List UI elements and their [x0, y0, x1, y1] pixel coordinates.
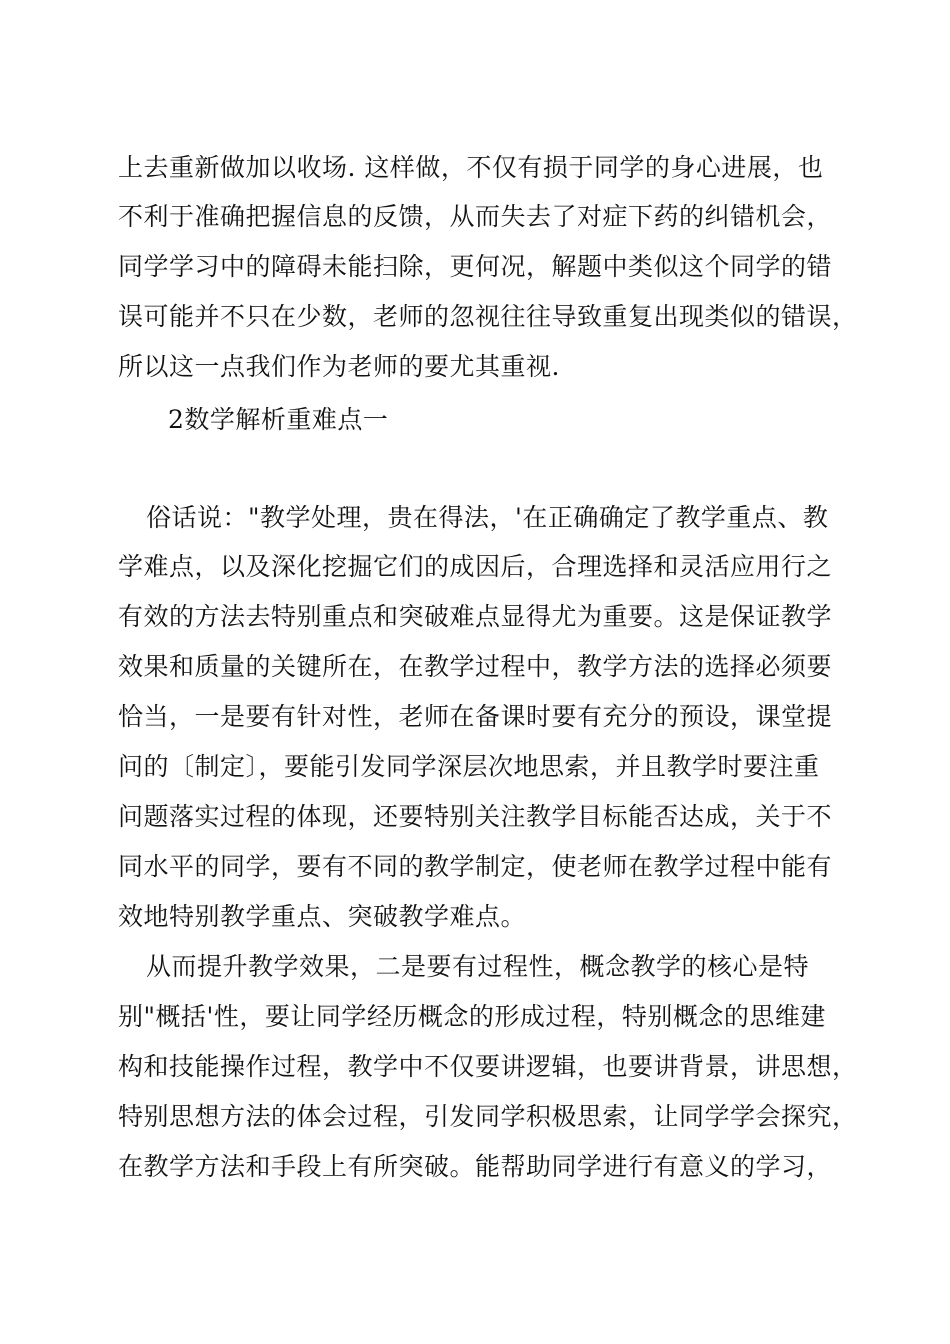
- text-line: 别"概括'性，要让同学经历概念的形成过程，特别概念的思维建: [118, 1002, 826, 1031]
- text-line: 上去重新做加以收场. 这样做，不仅有损于同学的身心进展，也: [118, 153, 824, 182]
- text-line: 效地特别教学重点、突破教学难点。: [118, 902, 527, 931]
- section-heading: 2数学解析重难点一: [168, 405, 389, 434]
- text-line: 俗话说："教学处理，贵在得法，'在正确确定了教学重点、教: [146, 503, 829, 532]
- text-line: 构和技能操作过程，教学中不仅要讲逻辑，也要讲背景，讲思想，: [118, 1052, 858, 1081]
- text-line: 所以这一点我们作为老师的要尤其重视.: [118, 352, 560, 381]
- text-line: 效果和质量的关键所在，在教学过程中，教学方法的选择必须要: [118, 652, 833, 681]
- text-line: 问的〔制定〕，要能引发同学深层次地思索，并且教学时要注重: [118, 752, 820, 781]
- text-line: 从而提升教学效果，二是要有过程性，概念教学的核心是特: [146, 952, 810, 981]
- text-line: 误可能并不只在少数，老师的忽视往往导致重复出现类似的错误，: [118, 302, 858, 331]
- text-line: 在教学方法和手段上有所突破。能帮助同学进行有意义的学习，: [118, 1152, 833, 1181]
- text-line: 有效的方法去特别重点和突破难点显得尤为重要。这是保证教学: [118, 602, 833, 631]
- text-line: 不利于准确把握信息的反馈，从而失去了对症下药的纠错机会，: [118, 202, 833, 231]
- text-line: 同学学习中的障碍未能扫除，更何况，解题中类似这个同学的错: [118, 252, 833, 281]
- text-line: 问题落实过程的体现，还要特别关注教学目标能否达成，关于不: [118, 802, 833, 831]
- text-line: 学难点，以及深化挖掘它们的成因后，合理选择和灵活应用行之: [118, 552, 833, 581]
- text-line: 同水平的同学，要有不同的教学制定，使老师在教学过程中能有: [118, 852, 833, 881]
- text-line: 恰当，一是要有针对性，老师在备课时要有充分的预设，课堂提: [118, 702, 833, 731]
- text-line: 特别思想方法的体会过程，引发同学积极思索，让同学学会探究，: [118, 1102, 858, 1131]
